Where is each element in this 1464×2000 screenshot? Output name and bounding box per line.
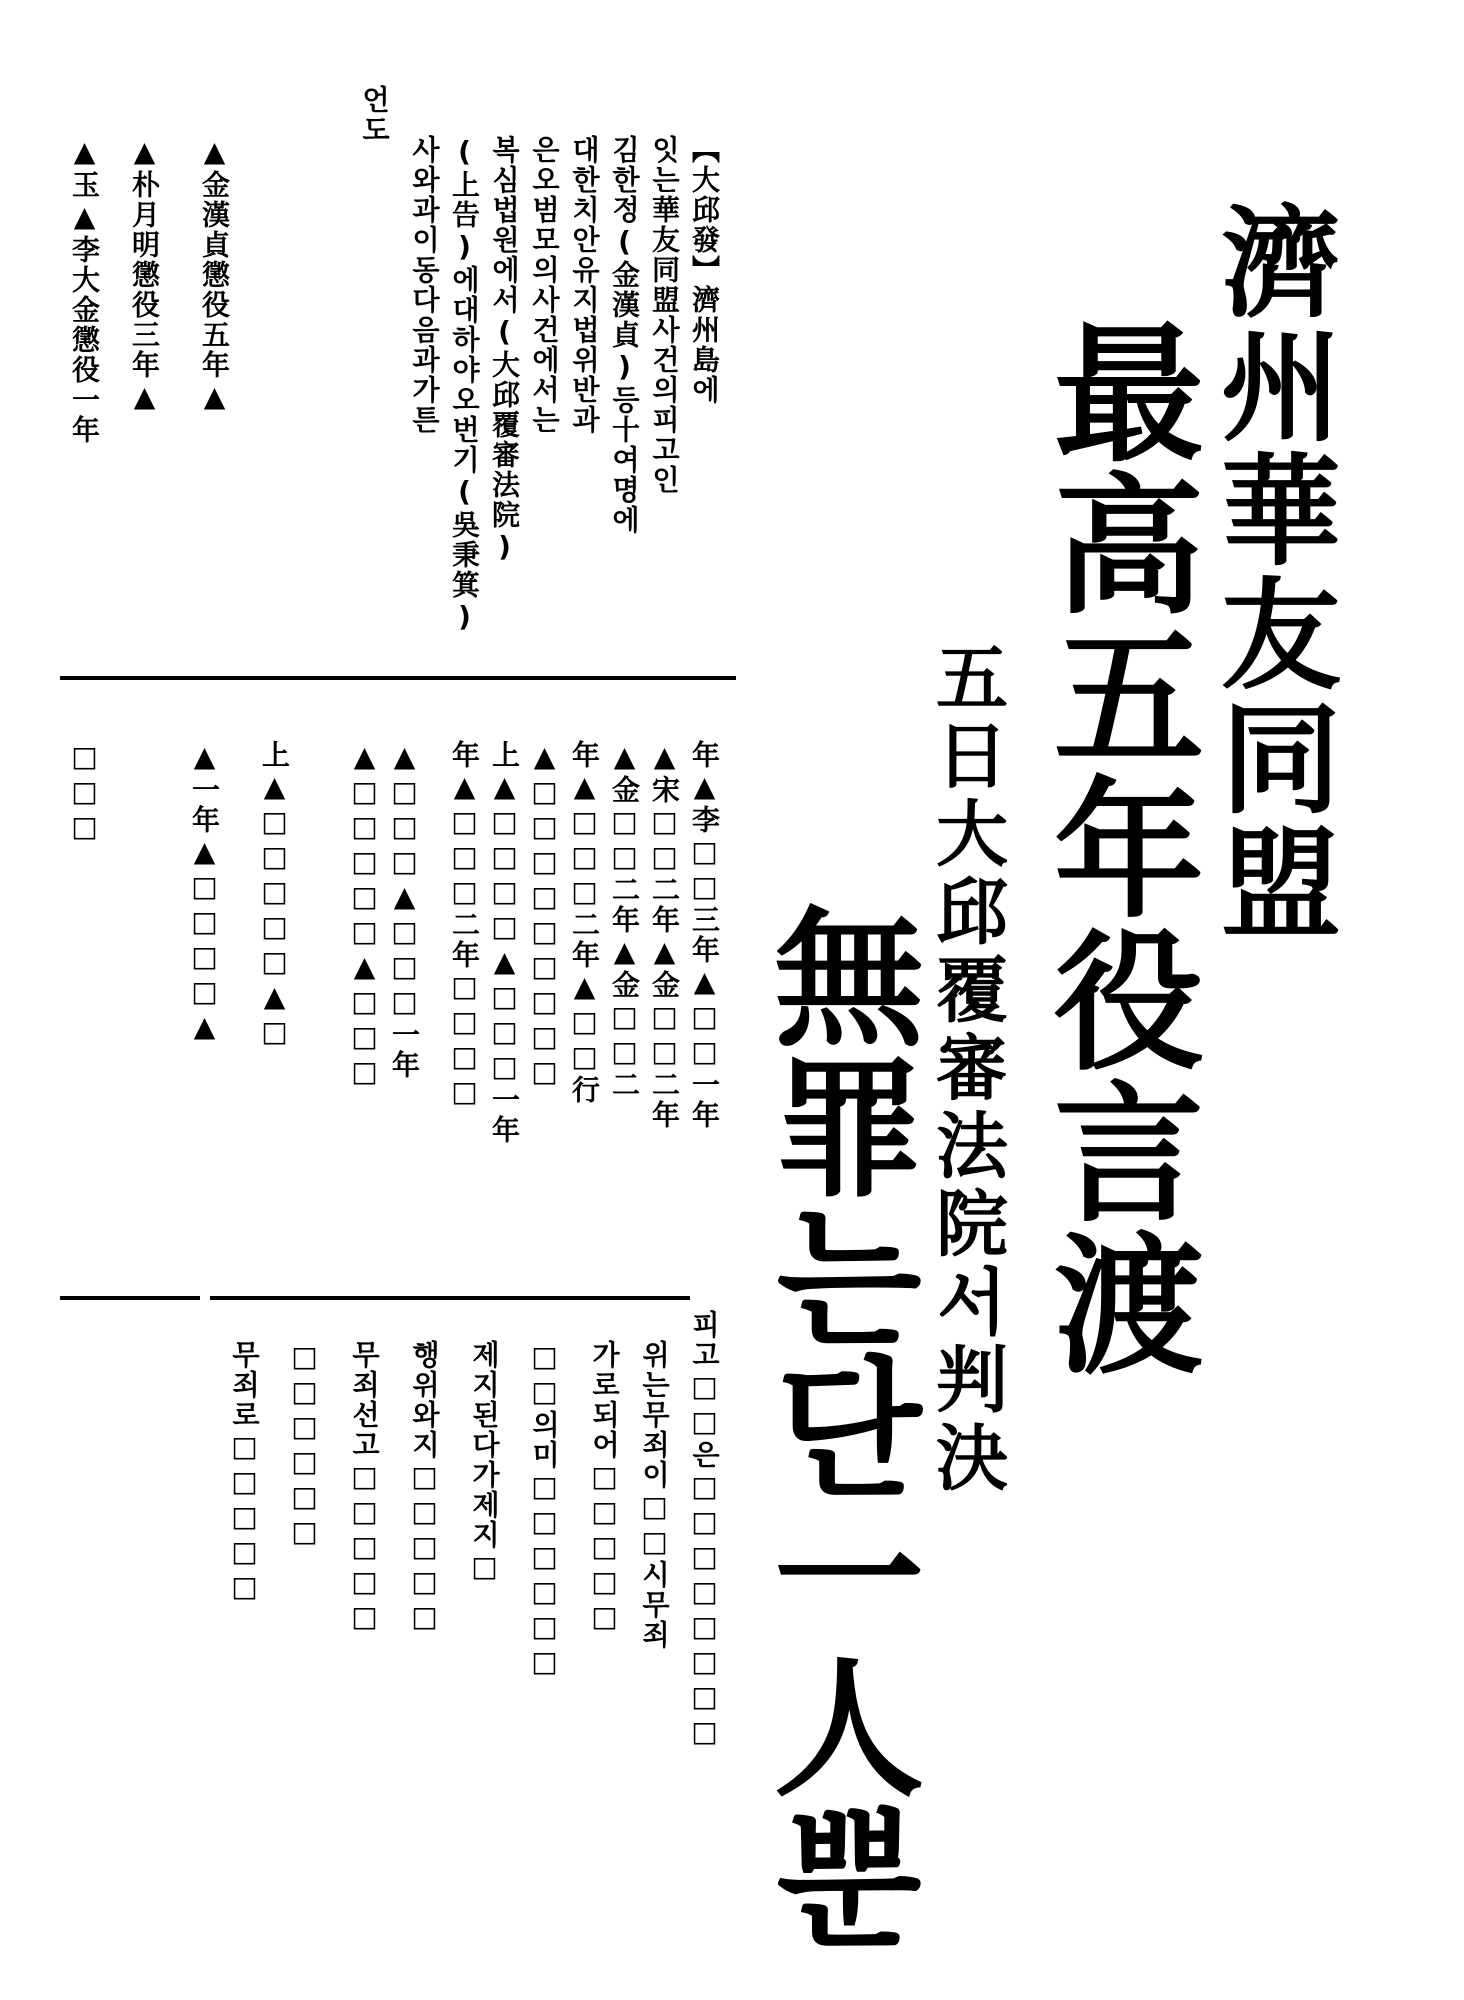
article-top-col: ▲玉▲李大金懲役一年 [68,135,101,445]
article-bottom-col: 무죄선고□□□□□ [348,1340,381,1635]
article-middle-col: □□□ [68,740,101,845]
article-bottom-col: 제지된다가제지□ [468,1340,501,1585]
article-middle-col: 上▲□□□□▲□□□一年 [488,740,521,1145]
article-top-col: 언도 [358,85,391,145]
headline-line-1: 濟州華友同盟 [1201,200,1340,944]
article-top-col: 김한정(金漢貞)등十여명에 [608,135,641,535]
article-bottom-col: □□의미□□□□□□ [528,1340,561,1680]
section-rule-top [60,676,736,680]
article-middle-col: 年▲□□□二年▲□□行 [568,740,601,1105]
article-top-col: 은오범모의사건에서는 [528,135,561,435]
article-middle-col: ▲□□□▲□□□一年 [388,740,421,1080]
headline-line-3: 五日大邱覆審法院서判決 [924,640,1008,1498]
article-top-col: ▲金漢貞懲役五年▲ [198,135,231,415]
section-rule-bottom [210,1296,690,1300]
headline-line-4: 無罪는단一人뿐 [748,900,922,1950]
article-top-col: (上告)에대하야오번기(吳秉箕) [448,135,481,635]
article-top-col: 【大邱發】濟州島에 [688,135,721,405]
article-top-col: 잇는華友同盟사건의피고인 [648,135,681,495]
article-top-col: 대한치안유지법위반과 [568,135,601,435]
article-bottom-col: 피고□□은□□□□□□□□ [688,1310,721,1750]
section-rule-middle [60,1296,200,1300]
article-middle-col: ▲金□□二年▲金□□二 [608,740,641,1100]
article-middle-col: 上▲□□□□□▲□ [258,740,291,1050]
article-middle-col: ▲一年▲□□□□▲ [188,740,221,1045]
article-top-col: 복심법원에서(大邱覆審法院) [488,135,521,565]
article-bottom-col: 위는무죄이□□시무죄 [638,1340,671,1650]
article-middle-col: 年▲李□□三年▲□□一年 [688,740,721,1130]
article-top-col: 사와과이동다음과가튼 [408,135,441,435]
headline-line-2: 最高五年役言渡 [1028,315,1202,1379]
article-middle-col: ▲□□□□□▲□□□ [348,740,381,1090]
article-bottom-col: 무죄로□□□□□ [228,1340,261,1605]
article-middle-col: 年▲□□□二年□□□□ [448,740,481,1110]
article-bottom-col: 행위와지□□□□□ [408,1340,441,1635]
article-bottom-col: □□□□□□ [288,1340,321,1550]
article-top-col: ▲朴月明懲役三年▲ [128,135,161,415]
article-bottom-col: 가로되어□□□□□ [588,1340,621,1635]
article-middle-col: ▲宋□□二年▲金□□二年 [648,740,681,1130]
article-middle-col: ▲□□□□□□□□□ [528,740,561,1090]
